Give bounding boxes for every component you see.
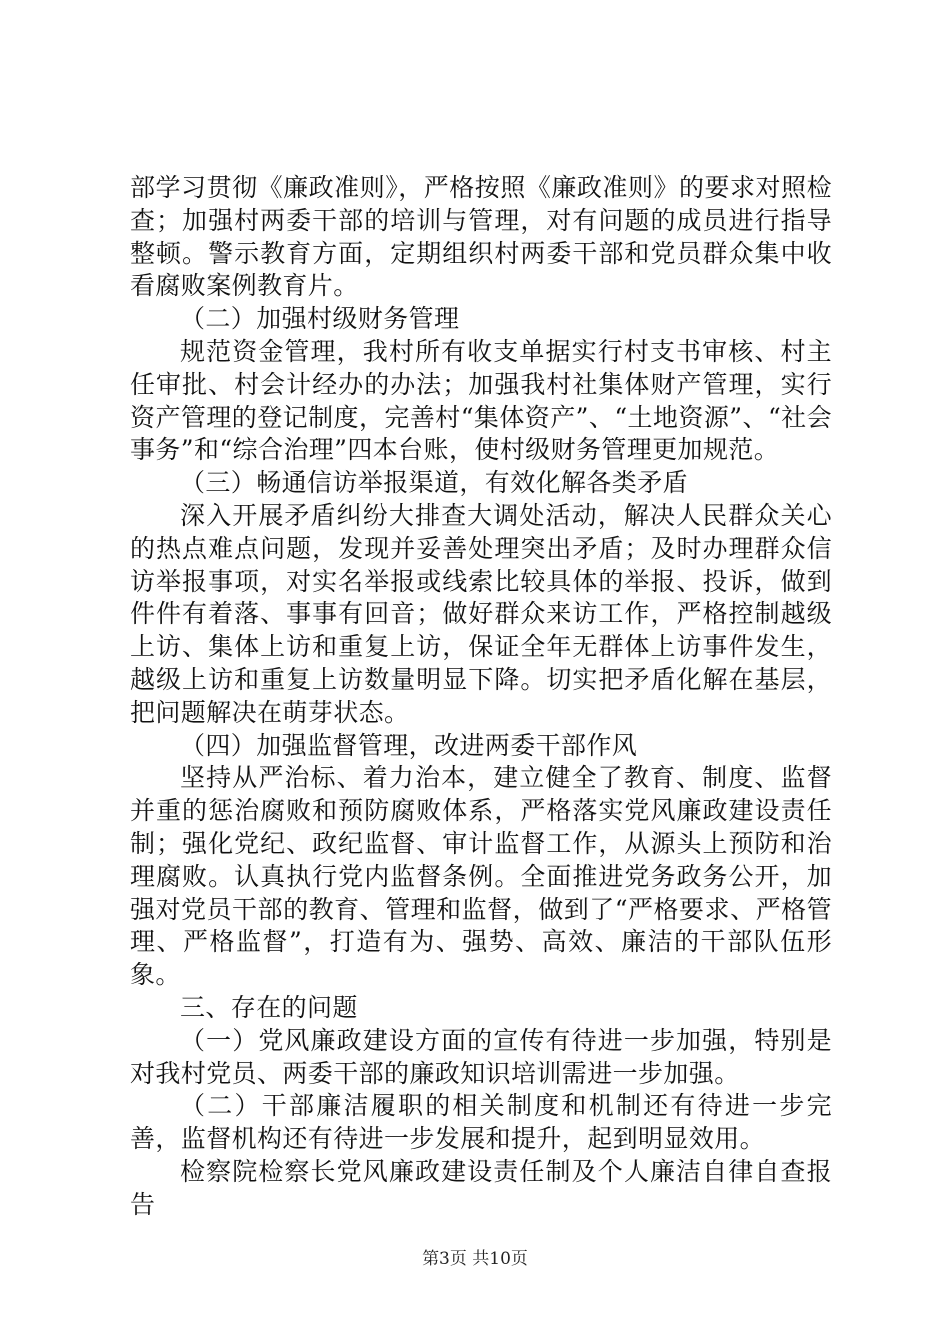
section-heading-petition: （三）畅通信访举报渠道，有效化解各类矛盾 [180,468,689,498]
document-title-next: 检察院检察长党风廉政建设责任制及个人廉洁自律自查报告 [130,1156,832,1219]
paragraph-finance: 规范资金管理，我村所有收支单据实行村支书审核、村主任审批、村会计经办的办法；加强我村社集体财产管理，实行资产管理的登记制度，完善村“集体资产”、“土地资源”、“社会事务”和“综合治理”四本台账，使村级财务管理更加规范。 [130,336,832,465]
section-heading-supervision: （四）加强监督管理，改进两委干部作风 [180,730,638,760]
page-footer: 第3页 共10页 [422,1249,528,1269]
paragraph-problem-2: （二）干部廉洁履职的相关制度和机制还有待进一步完善，监督机构还有待进一步发展和提升，起到明显效用。 [130,1091,832,1154]
paragraph-problem-1: （一）党风廉政建设方面的宣传有待进一步加强，特别是对我村党员、两委干部的廉政知识培训需进一步加强。 [130,1025,832,1088]
paragraph-petition: 深入开展矛盾纠纷大排查大调处活动，解决人民群众关心的热点难点问题，发现并妥善处理突出矛盾；及时办理群众信访举报事项，对实名举报或线索比较具体的举报、投诉，做到件件有着落、事事有回音；做好群众来访工作，严格控制越级上访、集体上访和重复上访，保证全年无群体上访事件发生，越级上访和重复上访数量明显下降。切实把矛盾化解在基层，把问题解决在萌芽状态。 [130,500,832,727]
section-heading-problems: 三、存在的问题 [180,992,358,1022]
paragraph-supervision: 坚持从严治标、着力治本，建立健全了教育、制度、监督并重的惩治腐败和预防腐败体系，严格落实党风廉政建设责任制；强化党纪、政纪监督、审计监督工作，从源头上预防和治理腐败。认真执行党内监督条例。全面推进党务政务公开，加强对党员干部的教育、管理和监督，做到了“严格要求、严格管理、严格监督”，打造有为、强势、高效、廉洁的干部队伍形象。 [130,763,832,990]
paragraph-continuation: 部学习贯彻《廉政准则》，严格按照《廉政准则》的要求对照检查；加强村两委干部的培训与管理，对有问题的成员进行指导整顿。警示教育方面，定期组织村两委干部和党员群众集中收看腐败案例教育片。 [130,173,832,301]
document-body [130,172,832,1222]
section-heading-finance: （二）加强村级财务管理 [180,304,460,334]
